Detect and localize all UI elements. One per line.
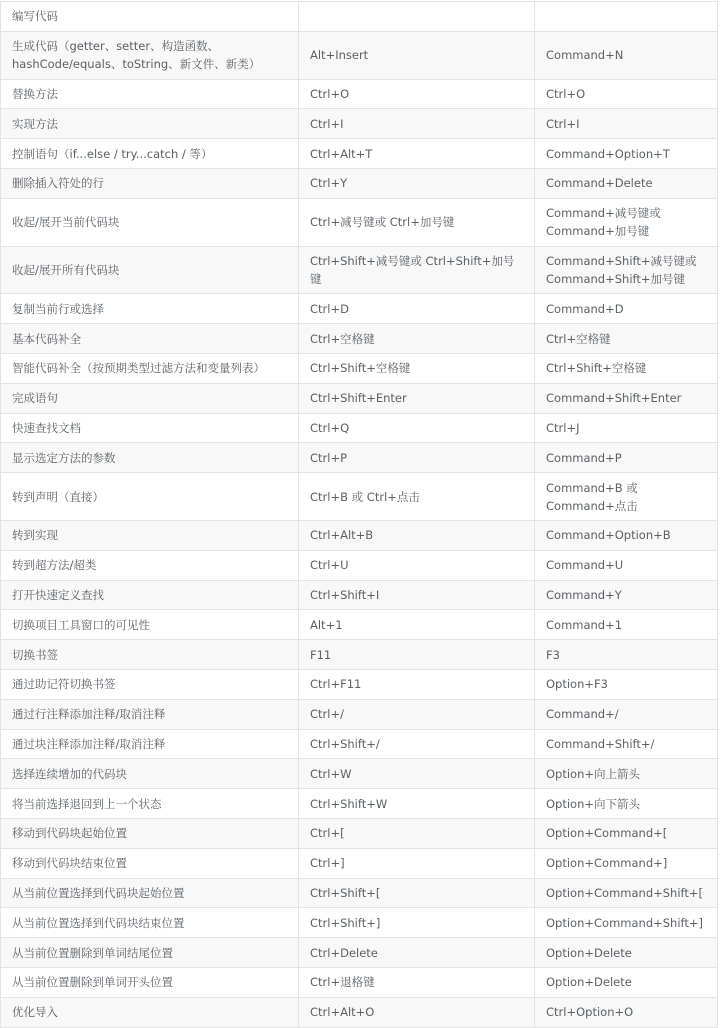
action-cell: 智能代码补全（按预期类型过滤方法和变量列表）	[1, 353, 299, 383]
action-cell: 优化导入	[1, 997, 299, 1027]
action-cell: 转到实现	[1, 520, 299, 550]
table-row	[1, 246, 718, 294]
mac-shortcut-cell: Option+F3	[535, 669, 718, 699]
windows-shortcut-cell	[299, 2, 535, 32]
table-row	[1, 967, 718, 997]
windows-shortcut-cell: Alt+1	[299, 610, 535, 640]
mac-shortcut-cell: Option+Command+]	[535, 848, 718, 878]
mac-shortcut-cell: Command+Y	[535, 580, 718, 610]
windows-shortcut-cell: Ctrl+P	[299, 443, 535, 473]
mac-shortcut-cell: Ctrl+空格键	[535, 324, 718, 354]
action-cell: 完成语句	[1, 383, 299, 413]
action-cell: 生成代码（getter、setter、构造函数、hashCode/equals、toString、新文件、新类）	[1, 31, 299, 79]
mac-shortcut-cell: Option+向下箭头	[535, 789, 718, 819]
mac-shortcut-cell: Ctrl+Shift+空格键	[535, 353, 718, 383]
table-row	[1, 294, 718, 324]
mac-shortcut-cell: Command+减号键或 Command+加号键	[535, 198, 718, 246]
table-row	[1, 759, 718, 789]
windows-shortcut-cell: Ctrl+Alt+O	[299, 997, 535, 1027]
table-row	[1, 789, 718, 819]
mac-shortcut-cell: Command+1	[535, 610, 718, 640]
mac-shortcut-cell: Command+Option+T	[535, 139, 718, 169]
action-cell: 基本代码补全	[1, 324, 299, 354]
mac-shortcut-cell: Command+Delete	[535, 168, 718, 198]
mac-shortcut-cell: F3	[535, 640, 718, 670]
table-row	[1, 383, 718, 413]
action-cell: 从当前位置选择到代码块起始位置	[1, 878, 299, 908]
mac-shortcut-cell: Option+Command+Shift+[	[535, 878, 718, 908]
table-row	[1, 31, 718, 79]
mac-shortcut-cell: Ctrl+I	[535, 109, 718, 139]
action-cell: 删除插入符处的行	[1, 168, 299, 198]
action-cell: 编写代码	[1, 2, 299, 32]
mac-shortcut-cell: Option+Delete	[535, 938, 718, 968]
table-row	[1, 79, 718, 109]
table-row	[1, 640, 718, 670]
windows-shortcut-cell: Ctrl+I	[299, 109, 535, 139]
action-cell: 显示选定方法的参数	[1, 443, 299, 473]
windows-shortcut-cell: Ctrl+B 或 Ctrl+点击	[299, 473, 535, 521]
windows-shortcut-cell: Ctrl+Shift+减号键或 Ctrl+Shift+加号键	[299, 246, 535, 294]
mac-shortcut-cell: Ctrl+J	[535, 413, 718, 443]
action-cell: 收起/展开所有代码块	[1, 246, 299, 294]
action-cell: 从当前位置删除到单词结尾位置	[1, 938, 299, 968]
mac-shortcut-cell: Option+向上箭头	[535, 759, 718, 789]
mac-shortcut-cell: Command+N	[535, 31, 718, 79]
shortcut-table	[0, 1, 718, 1028]
action-cell: 从当前位置删除到单词开头位置	[1, 967, 299, 997]
windows-shortcut-cell: Ctrl+空格键	[299, 324, 535, 354]
mac-shortcut-cell: Command+B 或 Command+点击	[535, 473, 718, 521]
windows-shortcut-cell: Ctrl+W	[299, 759, 535, 789]
table-row	[1, 168, 718, 198]
mac-shortcut-cell: Command+Option+B	[535, 520, 718, 550]
windows-shortcut-cell: Ctrl+/	[299, 699, 535, 729]
windows-shortcut-cell: Ctrl+退格键	[299, 967, 535, 997]
table-row	[1, 699, 718, 729]
action-cell: 通过助记符切换书签	[1, 669, 299, 699]
mac-shortcut-cell: Command+/	[535, 699, 718, 729]
action-cell: 将当前选择退回到上一个状态	[1, 789, 299, 819]
table-row	[1, 520, 718, 550]
mac-shortcut-cell: Command+Shift+减号键或 Command+Shift+加号键	[535, 246, 718, 294]
table-row	[1, 729, 718, 759]
windows-shortcut-cell: Alt+Insert	[299, 31, 535, 79]
action-cell: 切换书签	[1, 640, 299, 670]
table-row	[1, 198, 718, 246]
windows-shortcut-cell: Ctrl+Shift+Enter	[299, 383, 535, 413]
windows-shortcut-cell: Ctrl+Q	[299, 413, 535, 443]
windows-shortcut-cell: Ctrl+Alt+T	[299, 139, 535, 169]
mac-shortcut-cell: Option+Command+Shift+]	[535, 908, 718, 938]
windows-shortcut-cell: Ctrl+Shift+[	[299, 878, 535, 908]
windows-shortcut-cell: Ctrl+Shift+空格键	[299, 353, 535, 383]
mac-shortcut-cell: Command+U	[535, 550, 718, 580]
windows-shortcut-cell: Ctrl+Shift+]	[299, 908, 535, 938]
action-cell: 切换项目工具窗口的可见性	[1, 610, 299, 640]
table-row	[1, 610, 718, 640]
action-cell: 快速查找文档	[1, 413, 299, 443]
table-row	[1, 908, 718, 938]
action-cell: 控制语句（if...else / try...catch / 等）	[1, 139, 299, 169]
table-row	[1, 139, 718, 169]
windows-shortcut-cell: Ctrl+[	[299, 818, 535, 848]
action-cell: 实现方法	[1, 109, 299, 139]
action-cell: 通过行注释添加注释/取消注释	[1, 699, 299, 729]
windows-shortcut-cell: Ctrl+Shift+I	[299, 580, 535, 610]
mac-shortcut-cell	[535, 2, 718, 32]
action-cell: 复制当前行或选择	[1, 294, 299, 324]
action-cell: 移动到代码块起始位置	[1, 818, 299, 848]
table-row	[1, 2, 718, 32]
action-cell: 转到声明（直接）	[1, 473, 299, 521]
table-row	[1, 443, 718, 473]
table-row	[1, 580, 718, 610]
action-cell: 转到超方法/超类	[1, 550, 299, 580]
table-row	[1, 550, 718, 580]
mac-shortcut-cell: Command+Shift+/	[535, 729, 718, 759]
windows-shortcut-cell: Ctrl+Shift+W	[299, 789, 535, 819]
mac-shortcut-cell: Command+Shift+Enter	[535, 383, 718, 413]
table-row	[1, 848, 718, 878]
windows-shortcut-cell: Ctrl+Shift+/	[299, 729, 535, 759]
action-cell: 收起/展开当前代码块	[1, 198, 299, 246]
windows-shortcut-cell: Ctrl+F11	[299, 669, 535, 699]
action-cell: 选择连续增加的代码块	[1, 759, 299, 789]
table-row	[1, 818, 718, 848]
mac-shortcut-cell: Command+D	[535, 294, 718, 324]
mac-shortcut-cell: Ctrl+Option+O	[535, 997, 718, 1027]
table-row	[1, 473, 718, 521]
table-row	[1, 997, 718, 1027]
windows-shortcut-cell: Ctrl+O	[299, 79, 535, 109]
mac-shortcut-cell: Ctrl+O	[535, 79, 718, 109]
windows-shortcut-cell: Ctrl+D	[299, 294, 535, 324]
table-row	[1, 669, 718, 699]
action-cell: 通过块注释添加注释/取消注释	[1, 729, 299, 759]
mac-shortcut-cell: Option+Command+[	[535, 818, 718, 848]
action-cell: 打开快速定义查找	[1, 580, 299, 610]
mac-shortcut-cell: Option+Delete	[535, 967, 718, 997]
table-row	[1, 109, 718, 139]
table-row	[1, 878, 718, 908]
table-row	[1, 353, 718, 383]
windows-shortcut-cell: Ctrl+Y	[299, 168, 535, 198]
table-row	[1, 413, 718, 443]
windows-shortcut-cell: Ctrl+U	[299, 550, 535, 580]
action-cell: 替换方法	[1, 79, 299, 109]
mac-shortcut-cell: Command+P	[535, 443, 718, 473]
windows-shortcut-cell: Ctrl+Alt+B	[299, 520, 535, 550]
windows-shortcut-cell: Ctrl+]	[299, 848, 535, 878]
windows-shortcut-cell: Ctrl+减号键或 Ctrl+加号键	[299, 198, 535, 246]
action-cell: 从当前位置选择到代码块结束位置	[1, 908, 299, 938]
windows-shortcut-cell: Ctrl+Delete	[299, 938, 535, 968]
table-row	[1, 324, 718, 354]
table-row	[1, 938, 718, 968]
action-cell: 移动到代码块结束位置	[1, 848, 299, 878]
windows-shortcut-cell: F11	[299, 640, 535, 670]
